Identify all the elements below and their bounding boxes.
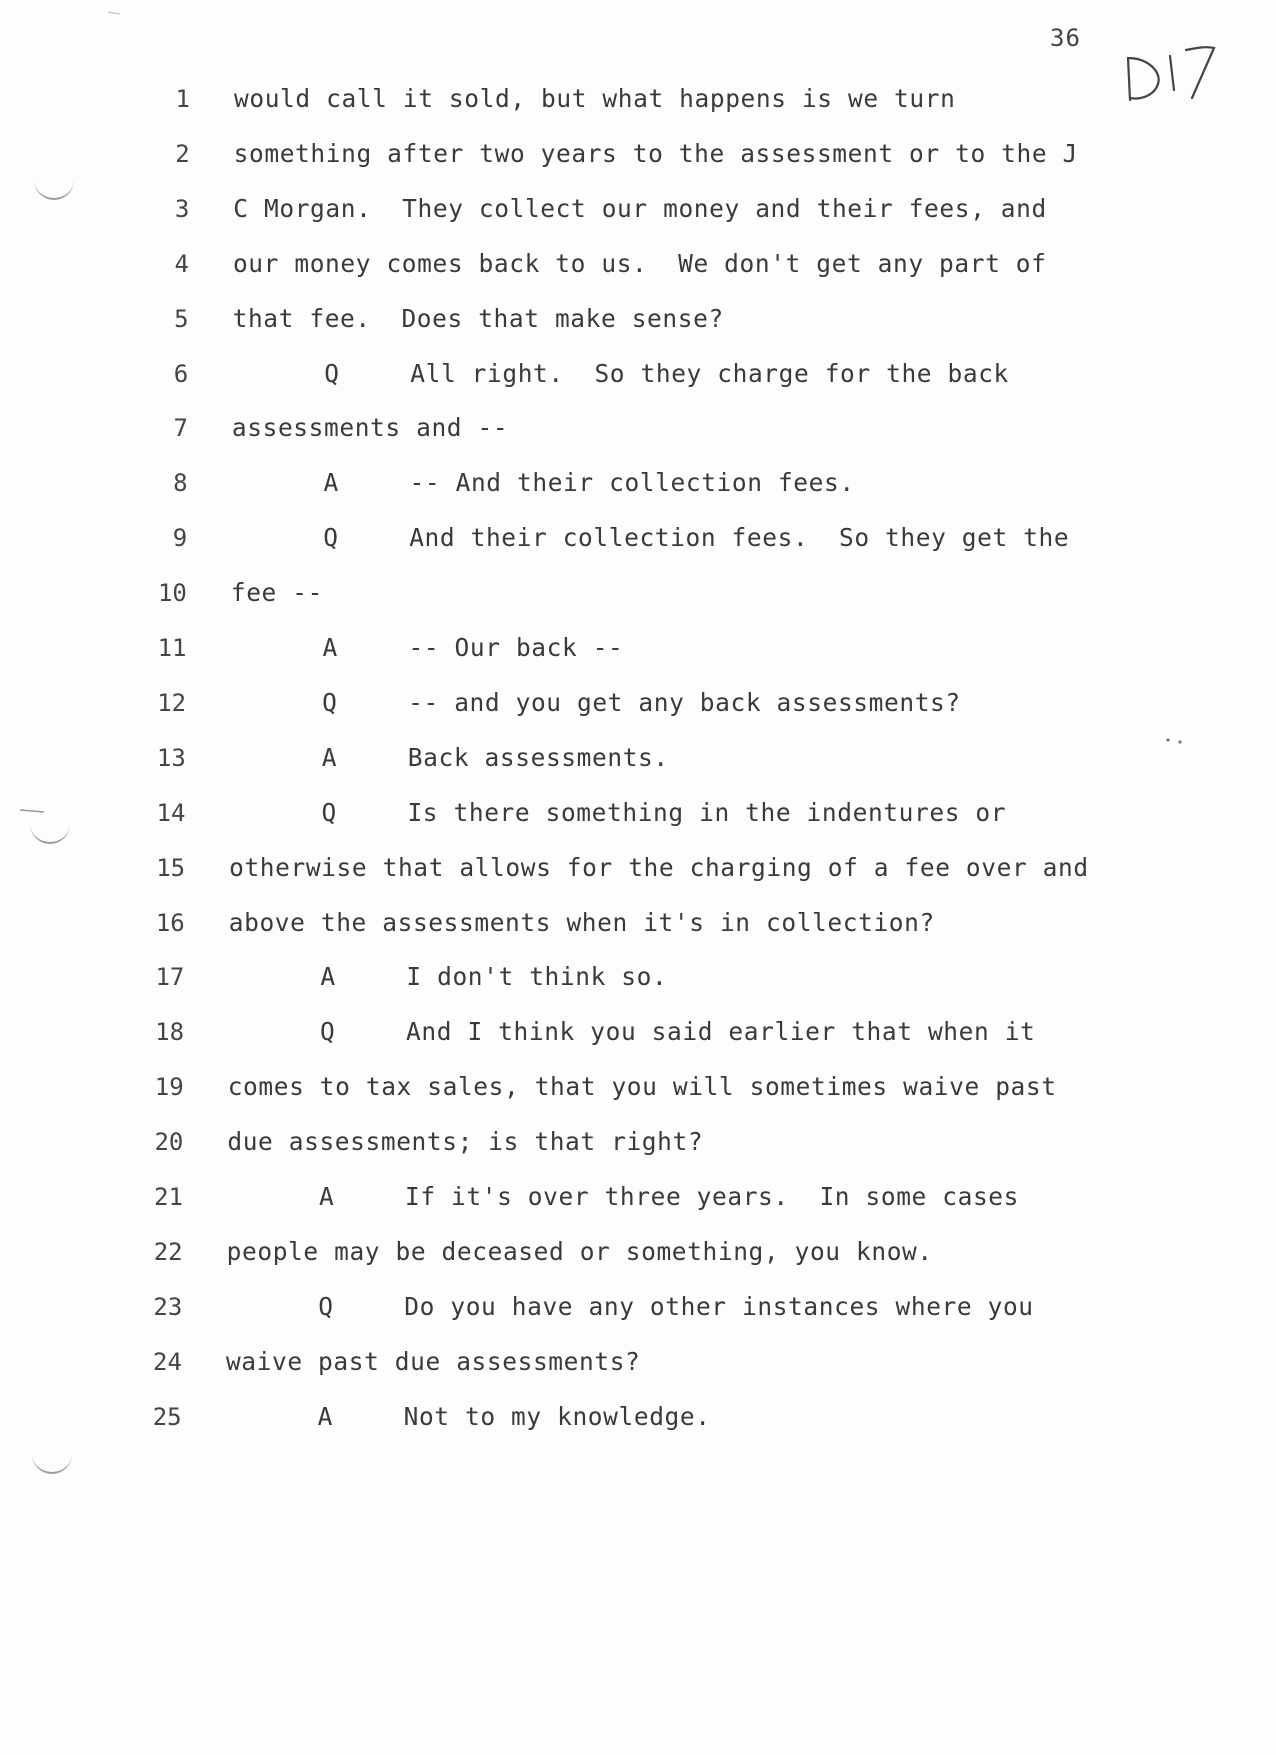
line-text: something after two years to the assessment or to the J [233,138,1078,168]
line-number: 20 [154,1128,184,1157]
line-number: 5 [174,304,189,333]
transcript-line [0,413,1276,445]
line-number: 8 [173,469,188,498]
transcript-line [0,1347,1276,1379]
transcript-line [0,304,1276,336]
transcript-line [0,1127,1276,1159]
line-text: And I think you said earlier that when it [406,1017,1036,1047]
transcript-line [0,688,1276,720]
line-number: 23 [153,1292,183,1321]
line-number: 2 [175,139,190,168]
line-text: people may be deceased or something, you know. [226,1236,933,1266]
transcript-line [0,962,1276,994]
line-number: 10 [157,579,187,608]
speaker-label: Q [318,1291,334,1321]
line-number: 3 [174,194,190,223]
speaker-label: A [321,742,337,772]
speaker-label: Q [324,358,340,388]
transcript-line [0,908,1276,940]
line-text: otherwise that allows for the charging of a fee over and [229,852,1089,882]
line-number: 21 [154,1183,183,1211]
line-text: due assessments; is that right? [227,1127,704,1157]
line-text: If it's over three years. In some cases [405,1182,1020,1211]
line-number: 24 [153,1347,182,1376]
transcript-line [0,1182,1276,1214]
speaker-label: A [319,1182,334,1211]
line-text: I don't think so. [406,962,668,992]
line-text: that fee. Does that make sense? [232,303,724,333]
line-text: comes to tax sales, that you will sometimes waive past [227,1072,1057,1102]
line-number: 13 [156,743,186,772]
line-text: Is there something in the indentures or [407,797,1007,827]
transcript-line [0,1402,1276,1434]
line-number: 16 [155,908,185,937]
line-number: 1 [175,85,190,113]
line-number: 9 [172,524,188,553]
transcript-line [0,1237,1276,1269]
line-text: Not to my knowledge. [403,1401,711,1431]
line-text: Back assessments. [407,742,669,772]
speaker-label: A [322,633,338,662]
line-text: -- And their collection fees. [409,468,855,498]
line-number: 7 [173,414,188,443]
transcript-line [0,249,1276,281]
transcript-line [0,798,1276,830]
line-text: -- Our back -- [408,633,624,662]
transcript-line [0,84,1276,116]
speaker-label: Q [320,1017,335,1047]
page-number: 36 [1050,24,1081,52]
line-number: 18 [155,1018,185,1047]
line-number: 4 [174,249,189,278]
speaker-label: Q [321,797,337,827]
line-text: C Morgan. They collect our money and their fees, and [233,193,1047,223]
line-number: 6 [173,359,189,388]
line-text: waive past due assessments? [225,1346,641,1376]
line-number: 12 [157,688,187,717]
line-number: 15 [156,853,186,882]
transcript-line [0,633,1276,665]
line-number: 22 [153,1237,183,1266]
line-text: above the assessments when it's in collection? [228,907,935,937]
speaker-label: A [317,1401,333,1431]
line-text: would call it sold, but what happens is we turn [234,84,956,113]
line-number: 17 [155,963,185,992]
transcript-line [0,743,1276,775]
transcript-line [0,1017,1276,1049]
transcript-line [0,139,1276,171]
transcript-line [0,468,1276,500]
transcript-line [0,523,1276,555]
line-text: our money comes back to us. We don't get any part of [232,248,1047,278]
line-number: 11 [157,634,187,662]
speaker-label: Q [323,523,338,553]
line-text: Do you have any other instances where you [404,1291,1034,1321]
transcript-line [0,359,1276,391]
line-text: assessments and -- [231,413,509,443]
transcript-line [0,1072,1276,1104]
line-text: All right. So they charge for the back [410,358,1009,388]
transcript-line [0,578,1276,610]
transcript-line [0,1292,1276,1324]
line-text: And their collection fees. So they get the [409,523,1070,553]
line-text: -- and you get any back assessments? [408,687,961,717]
line-number: 19 [154,1073,184,1102]
speaker-label: A [320,962,336,992]
speaker-label: A [323,468,339,498]
line-text: fee -- [230,578,323,608]
transcript-line [0,194,1276,226]
speaker-label: Q [322,687,337,717]
line-number: 14 [156,798,186,827]
line-number: 25 [152,1402,182,1431]
transcript-line [0,853,1276,885]
